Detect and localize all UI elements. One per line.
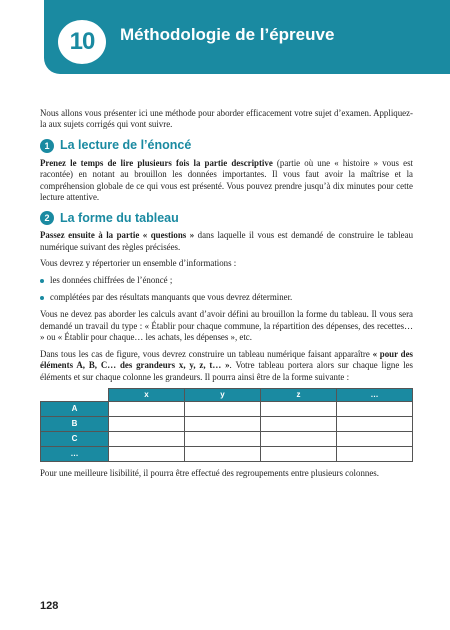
table-row <box>41 431 413 446</box>
table-row <box>41 416 413 431</box>
section-number-badge: 2 <box>40 211 54 225</box>
table-cell <box>261 446 337 461</box>
example-table <box>40 388 413 462</box>
table-cell <box>337 416 413 431</box>
table-cell <box>109 401 185 416</box>
table-header-row <box>41 388 413 401</box>
table-cell <box>261 416 337 431</box>
table-row <box>41 401 413 416</box>
bullet-list <box>40 275 413 304</box>
list-item <box>40 275 413 286</box>
bullet-icon <box>40 279 44 283</box>
section2-paragraph-2: Vous devrez y répertorier un ensemble d’informations : <box>40 258 237 269</box>
section2-paragraph-4 <box>40 349 413 383</box>
section-number-badge: 1 <box>40 139 54 153</box>
row-header: … <box>41 446 109 461</box>
chapter-number-badge: 10 <box>58 20 106 64</box>
page-number: 128 <box>40 600 59 612</box>
row-header: A <box>41 401 109 416</box>
section2-paragraph-1 <box>40 230 413 253</box>
table-corner-cell <box>41 388 109 401</box>
table-cell <box>261 401 337 416</box>
table-cell <box>109 431 185 446</box>
list-item-text: complétées par des résultats manquants que vous devrez déterminer. <box>50 292 293 303</box>
table-cell <box>185 431 261 446</box>
bold-text: Prenez le temps de lire plusieurs fois la partie descriptive <box>40 157 273 168</box>
table-cell <box>185 416 261 431</box>
section-heading-1 <box>40 139 413 153</box>
section-title: La lecture de l’énoncé <box>60 138 192 153</box>
list-item-text: les données chiffrées de l’énoncé ; <box>50 274 173 285</box>
column-header: x <box>109 388 185 401</box>
table-cell <box>109 416 185 431</box>
intro-paragraph: Nous allons vous présenter ici une méthode pour aborder efficacement votre sujet d’examen. Appliquez-la aux sujets corrigés qui vont suivre. <box>40 108 413 130</box>
table-cell <box>337 431 413 446</box>
bold-text: « pour des éléments A, B, C… des grandeurs x, y, z, t… » <box>40 348 413 371</box>
paragraph-text: Dans tous les cas de figure, vous devrez construire un tableau numérique faisant apparaître <box>40 348 373 359</box>
table-cell <box>185 401 261 416</box>
paragraph-text: dans laquelle il vous est demandé de construire le tableau numérique suivant des règles précisées. <box>40 230 414 252</box>
table-row <box>41 446 413 461</box>
table-cell <box>337 401 413 416</box>
table-cell <box>261 431 337 446</box>
paragraph-text: . Votre tableau portera alors sur chaque ligne les éléments et sur chaque colonne les grandeurs. Il pourra ainsi être de la forme suivante : <box>40 360 413 382</box>
table-cell <box>109 446 185 461</box>
row-header: B <box>41 416 109 431</box>
table-cell <box>337 446 413 461</box>
page-content <box>40 108 413 484</box>
section1-paragraph <box>40 158 413 204</box>
section2-paragraph-3: Vous ne devez pas aborder les calculs avant d’avoir défini au brouillon la forme du tableau. Il vous sera demandé un travail du type : « Établir pour chaque commune, la répartition des dépenses, des recettes… » ou « Établir pour chaque… les achats, les dépenses », etc. <box>40 309 413 343</box>
section2-paragraph-5: Pour une meilleure lisibilité, il pourra être effectué des regroupements entre plusieurs colonnes. <box>40 467 379 478</box>
bullet-icon <box>40 296 44 300</box>
list-item <box>40 292 413 303</box>
paragraph-text: (partie où une « histoire » vous est racontée) en notant au brouillon les données importantes. Il vous faut avoir la maîtrise et la compréhension globale de ce qui vous est présenté. Vous pouvez prendre jusqu’à dix minutes pour cette lecture attentive. <box>40 157 413 203</box>
row-header: C <box>41 431 109 446</box>
column-header: z <box>261 388 337 401</box>
section-title: La forme du tableau <box>60 210 179 225</box>
column-header: … <box>337 388 413 401</box>
table-cell <box>185 446 261 461</box>
section-heading-2 <box>40 211 413 225</box>
chapter-title: Méthodologie de l’épreuve <box>120 25 335 44</box>
bold-text: Passez ensuite à la partie « questions » <box>40 230 195 241</box>
column-header: y <box>185 388 261 401</box>
